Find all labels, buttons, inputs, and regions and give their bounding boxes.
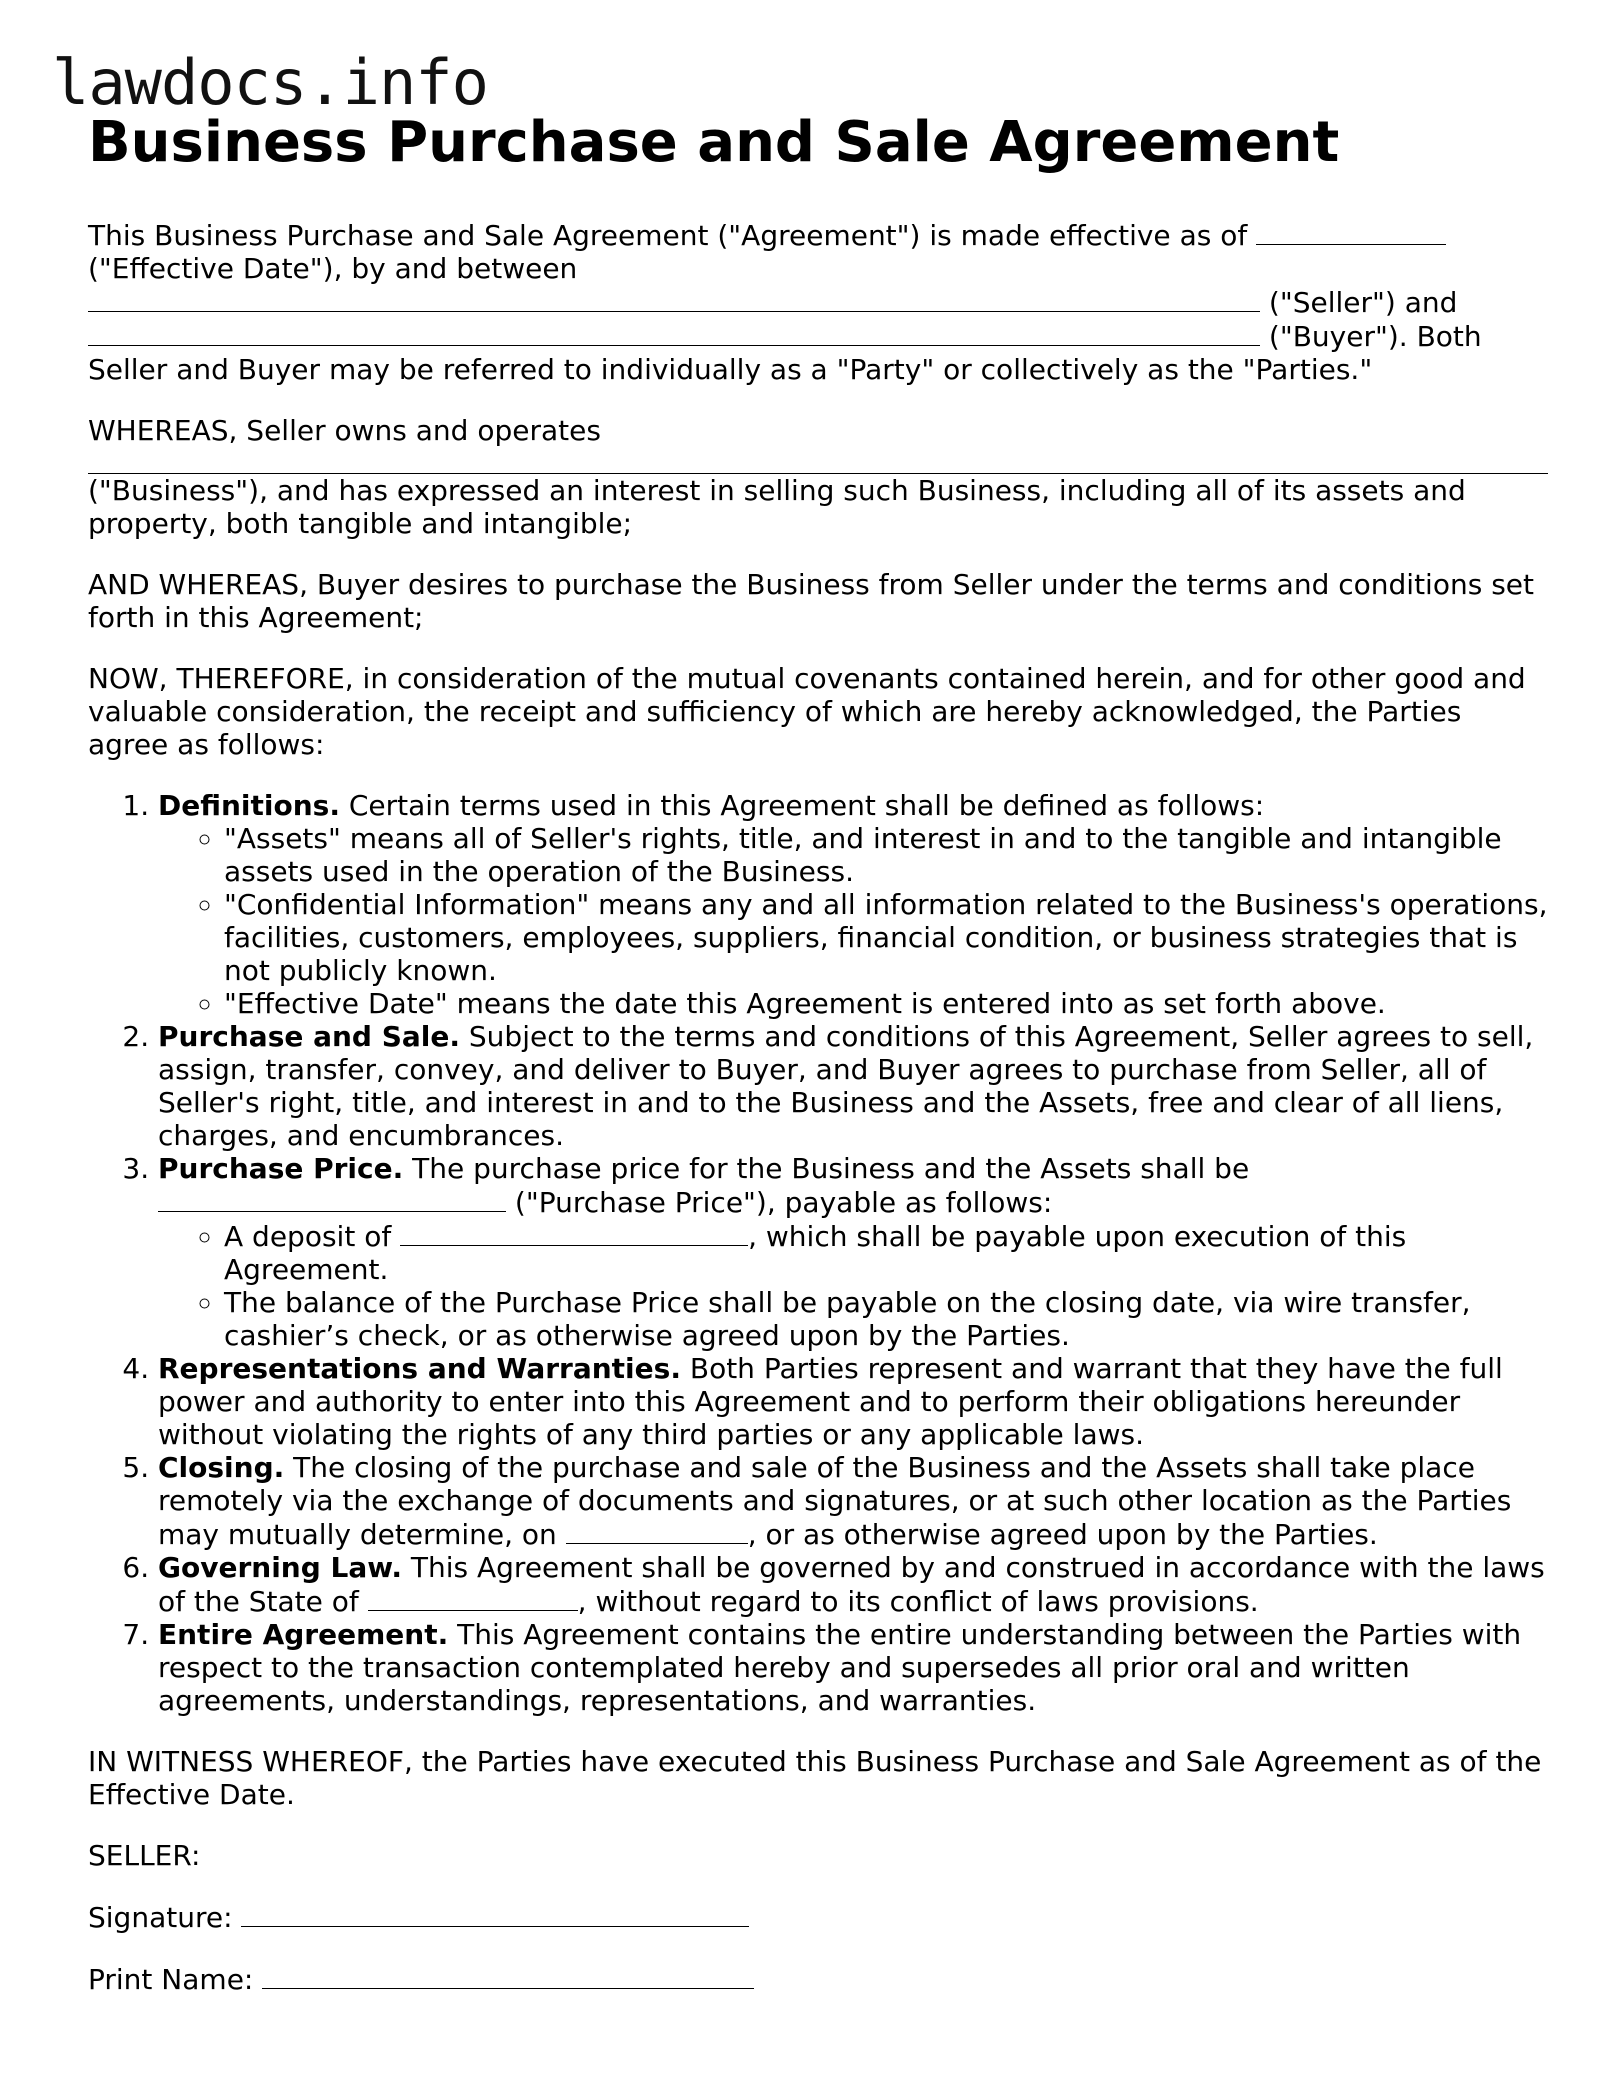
list-item [224,1219,1548,1286]
site-watermark: lawdocs.info [52,46,488,119]
document-title: Business Purchase and Sale Agreement [88,110,1340,175]
section-entire-agreement [158,1618,1548,1717]
purchase-price-blank[interactable] [158,1185,506,1212]
sections-list [88,789,1548,1717]
document-body [88,108,1548,2024]
seller-name-blank[interactable] [88,285,1260,312]
state-blank[interactable] [368,1584,578,1611]
section-text: Subject to the terms and conditions of this Agreement, Seller agrees to sell, assign, transfer, convey, and deliver to Buyer, and Buyer agrees to purchase from Seller, all of Seller's right, title, and interest in and to the Business and the Assets, free and clear of all liens, charges, and encumbrances. [158,1020,1534,1152]
section-heading: Purchase and Sale. [158,1020,460,1053]
whereas-paragraph-2: AND WHEREAS, Buyer desires to purchase the Business from Seller under the terms and conditions set forth in this Agreement; [88,568,1534,634]
section-text: Certain terms used in this Agreement shall be defined as follows: [339,789,1265,822]
list-item: ◦ "Effective Date" means the date this Agreement is entered into as set forth above. [224,987,1548,1020]
section-text: The purchase price for the Business and the Assets shall be [403,1152,1250,1185]
now-therefore-paragraph: NOW, THEREFORE, in consideration of the mutual covenants contained herein, and for other good and valuable consideration, the receipt and sufficiency of which are hereby acknowledged, the Parties agree as follows: [88,662,1526,761]
list-item: ◦ "Assets" means all of Seller's rights, title, and interest in and to the tangible and intangible assets used in the operation of the Business. [224,822,1548,888]
section-text-b: , without regard to its conflict of laws provisions. [577,1585,1259,1618]
section-representations [158,1352,1548,1451]
seller-suffix: ("Seller") and [1268,286,1458,319]
deposit-text-b: , which shall be payable upon execution of this Agreement. [224,1220,1407,1286]
buyer-name-blank[interactable] [88,319,1260,346]
section-heading: Representations and Warranties. [158,1352,681,1385]
print-name-label: Print Name: [88,1963,254,1996]
section-heading: Governing Law. [158,1551,402,1584]
intro-text-c: Seller and Buyer may be referred to individually as a "Party" or collectively as the "Parties." [88,353,1373,386]
list-item: ◦ "Confidential Information" means any and all information related to the Business's operations, facilities, customers, employees, suppliers, financial condition, or business strategies that is not publicly known. [224,888,1548,987]
buyer-suffix: ("Buyer"). Both [1268,320,1482,353]
whereas1-text-a: WHEREAS, Seller owns and operates [88,414,601,447]
section-purchase-price [158,1152,1548,1352]
section-text-b: , or as otherwise agreed upon by the Parties. [747,1518,1378,1551]
section-text: This Agreement shall be governed by and construed in accordance with the laws of the State of [158,1551,1545,1618]
deposit-amount-blank[interactable] [400,1219,748,1246]
whereas-paragraph-1 [88,414,1548,540]
signature-label: Signature: [88,1901,233,1934]
deposit-text-a: A deposit of [224,1220,392,1253]
section-text-b: ("Purchase Price"), payable as follows: [506,1186,1053,1219]
section-closing [158,1451,1548,1551]
seller-label: SELLER: [88,1839,201,1872]
effective-date-blank[interactable] [1256,218,1446,245]
section-governing-law [158,1551,1548,1618]
section-text: The closing of the purchase and sale of the Business and the Assets shall take place remotely via the exchange of documents and signatures, or at such other location as the Parties may mutually determine, on [158,1451,1512,1551]
section-heading: Definitions. [158,789,340,822]
definitions-list [158,822,1548,1020]
witness-paragraph: IN WITNESS WHEREOF, the Parties have executed this Business Purchase and Sale Agreement as of the Effective Date. [88,1745,1542,1811]
section-heading: Closing. [158,1451,285,1484]
print-name-line [88,1962,1548,1996]
print-name-blank[interactable] [262,1962,754,1989]
business-name-blank[interactable] [88,447,1548,474]
signature-blank[interactable] [241,1900,749,1927]
section-heading: Purchase Price. [158,1152,404,1185]
intro-text-b: ("Effective Date"), by and between [88,252,578,285]
list-item: ◦ The balance of the Purchase Price shall be payable on the closing date, via wire transfer, cashier’s check, or as otherwise agreed upon by the Parties. [224,1286,1548,1352]
section-text: This Agreement contains the entire understanding between the Parties with respect to the transaction contemplated hereby and supersedes all prior oral and written agreements, understandings, representations, and warranties. [158,1618,1522,1717]
section-text: Both Parties represent and warrant that they have the full power and authority to enter into this Agreement and to perform their obligations hereunder without violating the rights of any third parties or any applicable laws. [158,1352,1503,1451]
payment-terms-list [158,1219,1548,1352]
signature-line [88,1900,1548,1934]
section-purchase-and-sale [158,1020,1548,1152]
closing-date-blank[interactable] [566,1517,748,1544]
intro-paragraph [88,218,1548,386]
section-heading: Entire Agreement. [158,1618,449,1651]
section-definitions [158,789,1548,1020]
whereas1-text-b: ("Business"), and has expressed an interest in selling such Business, including all of its assets and property, both tangible and intangible; [88,474,1466,540]
intro-text-a: This Business Purchase and Sale Agreement ("Agreement") is made effective as of [88,219,1248,252]
